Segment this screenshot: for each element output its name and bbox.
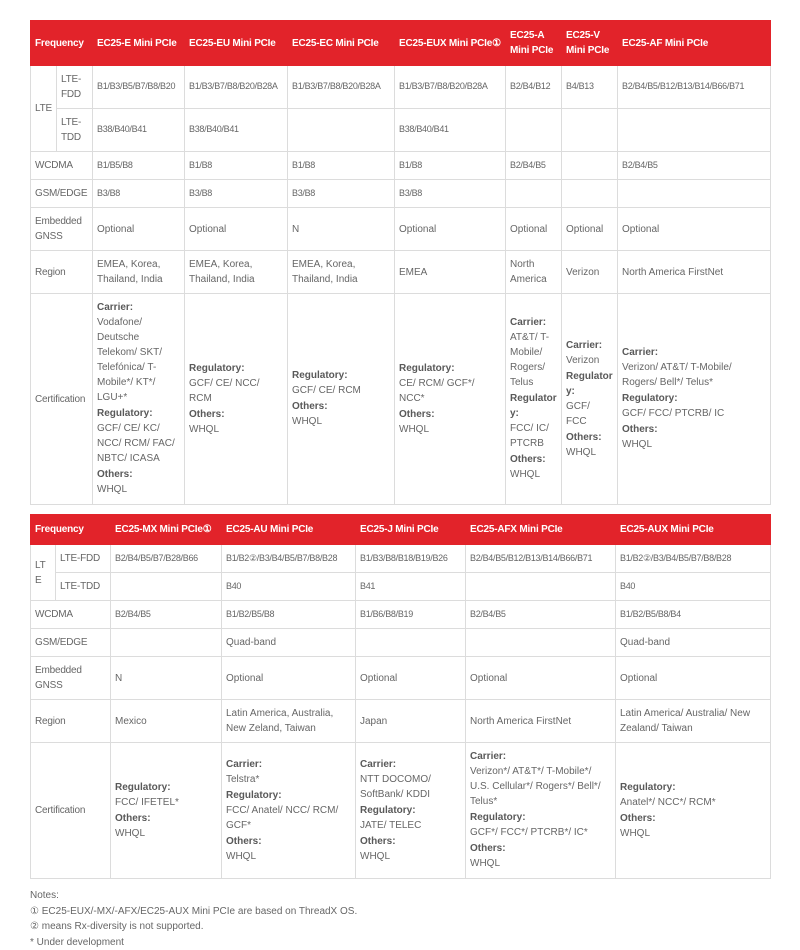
cell: B1/B3/B7/B8/B20/B28A xyxy=(395,66,506,109)
cert-label: Others: xyxy=(470,841,611,856)
row-wcdma xyxy=(31,152,771,180)
cell: EMEA xyxy=(395,251,506,294)
cell: B1/B5/B8 xyxy=(93,152,185,180)
row-label-wcdma: WCDMA xyxy=(31,601,111,629)
cell xyxy=(466,629,616,657)
cell xyxy=(618,180,771,208)
cert-value: AT&T/ T-Mobile/ Rogers/ Telus xyxy=(510,330,557,390)
cert-value: JATE/ TELEC xyxy=(360,818,461,833)
cert-label: Carrier: xyxy=(470,749,611,764)
cell: B38/B40/B41 xyxy=(185,109,288,152)
cert-label: Carrier: xyxy=(360,757,461,772)
notes xyxy=(30,888,770,950)
cell: B2/B4/B5/B7/B28/B66 xyxy=(111,545,222,573)
cell: North America FirstNet xyxy=(466,700,616,743)
cell: EMEA, Korea, Thailand, India xyxy=(93,251,185,294)
cell: Optional xyxy=(618,208,771,251)
cell xyxy=(562,109,618,152)
cert-value: GCF/ CE/ NCC/ RCM xyxy=(189,376,283,406)
cell xyxy=(506,109,562,152)
cert-value: WHQL xyxy=(566,445,613,460)
cert-label: Regulatory: xyxy=(360,803,461,818)
cell: EMEA, Korea, Thailand, India xyxy=(185,251,288,294)
cert-label: Others: xyxy=(189,407,283,422)
cell: Quad-band xyxy=(222,629,356,657)
cell: B38/B40/B41 xyxy=(93,109,185,152)
cell: B4/B13 xyxy=(562,66,618,109)
row-label-gsm-edge: GSM/EDGE xyxy=(31,180,93,208)
cell: Japan xyxy=(356,700,466,743)
note-line: ① EC25-EUX/-MX/-AFX/EC25-AUX Mini PCIe are based on ThreadX OS. xyxy=(30,904,770,920)
cell: Optional xyxy=(93,208,185,251)
cell: B3/B8 xyxy=(185,180,288,208)
cell xyxy=(466,573,616,601)
spec-table-top xyxy=(30,20,771,505)
cert-label: Regulatory: xyxy=(226,788,351,803)
column-header-ec25-au: EC25-AU Mini PCIe xyxy=(222,515,356,545)
row-label-region: Region xyxy=(31,700,111,743)
cert-label: Carrier: xyxy=(97,300,180,315)
cell: B2/B4/B5 xyxy=(111,601,222,629)
cert-value: FCC/ IC/ PTCRB xyxy=(510,421,557,451)
note-line: ② means Rx-diversity is not supported. xyxy=(30,919,770,935)
cell: Verizon xyxy=(562,251,618,294)
cert-label: Others: xyxy=(510,452,557,467)
cell: B3/B8 xyxy=(93,180,185,208)
cert-label: Regulatory: xyxy=(620,780,766,795)
row-label-lte: LTE xyxy=(31,545,56,601)
cell: North America xyxy=(506,251,562,294)
cert-value: WHQL xyxy=(97,482,180,497)
cert-value: WHQL xyxy=(470,856,611,871)
cert-value: WHQL xyxy=(622,437,766,452)
cell: Mexico xyxy=(111,700,222,743)
cell: B1/B3/B7/B8/B20/B28A xyxy=(288,66,395,109)
cell: B2/B4/B5 xyxy=(466,601,616,629)
cert-label: Carrier: xyxy=(510,315,557,330)
cell: B1/B8 xyxy=(288,152,395,180)
cert-value: GCF/ CE/ KC/ NCC/ RCM/ FAC/ NBTC/ ICASA xyxy=(97,421,180,466)
cert-label: Others: xyxy=(97,467,180,482)
row-label-lte-tdd: LTE-TDD xyxy=(57,109,93,152)
cert-value: Telstra* xyxy=(226,772,351,787)
cell: B38/B40/B41 xyxy=(395,109,506,152)
cell: B40 xyxy=(616,573,771,601)
row-label-lte-fdd: LTE-FDD xyxy=(57,66,93,109)
cell: B1/B2②/B3/B4/B5/B7/B8/B28 xyxy=(616,545,771,573)
cell xyxy=(562,152,618,180)
cert-value: NTT DOCOMO/ SoftBank/ KDDI xyxy=(360,772,461,802)
cert-label: Others: xyxy=(399,407,501,422)
column-header-ec25-eux: EC25-EUX Mini PCIe① xyxy=(395,21,506,66)
cert-cell xyxy=(616,743,771,879)
row-label-lte: LTE xyxy=(31,66,57,152)
cert-cell xyxy=(395,294,506,505)
row-lte-tdd xyxy=(31,573,771,601)
cert-value: WHQL xyxy=(115,826,217,841)
cert-value: GCF/ FCC xyxy=(566,399,613,429)
cert-cell xyxy=(562,294,618,505)
cell: North America FirstNet xyxy=(618,251,771,294)
row-label-lte-fdd: LTE-FDD xyxy=(56,545,111,573)
column-header-ec25-eu: EC25-EU Mini PCIe xyxy=(185,21,288,66)
cert-label: Regulatory: xyxy=(115,780,217,795)
row-label-region: Region xyxy=(31,251,93,294)
cell: B1/B3/B8/B18/B19/B26 xyxy=(356,545,466,573)
notes-title: Notes: xyxy=(30,888,770,904)
row-label-gnss: Embedded GNSS xyxy=(31,208,93,251)
cell xyxy=(562,180,618,208)
cell: B1/B8 xyxy=(395,152,506,180)
column-header-ec25-afx: EC25-AFX Mini PCIe xyxy=(466,515,616,545)
row-gnss xyxy=(31,657,771,700)
cell xyxy=(111,629,222,657)
cell: Optional xyxy=(356,657,466,700)
row-certification xyxy=(31,743,771,879)
cert-value: GCF/ CE/ RCM xyxy=(292,383,390,398)
row-region xyxy=(31,700,771,743)
cell: B41 xyxy=(356,573,466,601)
cell: B1/B2②/B3/B4/B5/B7/B8/B28 xyxy=(222,545,356,573)
cert-label: Others: xyxy=(226,834,351,849)
cell: Optional xyxy=(466,657,616,700)
row-gnss xyxy=(31,208,771,251)
frequency-header: Frequency xyxy=(31,515,111,545)
column-header-ec25-e: EC25-E Mini PCIe xyxy=(93,21,185,66)
cert-label: Regulatory: xyxy=(622,391,766,406)
cert-cell xyxy=(466,743,616,879)
row-certification xyxy=(31,294,771,505)
cell: B40 xyxy=(222,573,356,601)
cert-value: Verizon xyxy=(566,353,613,368)
cell: Latin America/ Australia/ New Zealand/ Taiwan xyxy=(616,700,771,743)
cell: Optional xyxy=(616,657,771,700)
cell xyxy=(356,629,466,657)
row-label-gnss: Embedded GNSS xyxy=(31,657,111,700)
cell: Optional xyxy=(395,208,506,251)
cert-label: Others: xyxy=(622,422,766,437)
cell: Optional xyxy=(185,208,288,251)
cert-value: FCC/ IFETEL* xyxy=(115,795,217,810)
cert-label: Regulatory: xyxy=(189,361,283,376)
cert-label: Regulatory: xyxy=(510,391,557,421)
cell: B1/B3/B5/B7/B8/B20 xyxy=(93,66,185,109)
cert-value: Verizon*/ AT&T*/ T-Mobile*/ U.S. Cellular*/ Rogers*/ Bell*/ Telus* xyxy=(470,764,611,809)
row-label-lte-tdd: LTE-TDD xyxy=(56,573,111,601)
cell: B1/B2/B5/B8/B4 xyxy=(616,601,771,629)
cert-value: Anatel*/ NCC*/ RCM* xyxy=(620,795,766,810)
cell xyxy=(111,573,222,601)
cert-label: Regulatory: xyxy=(97,406,180,421)
cert-value: WHQL xyxy=(189,422,283,437)
cert-label: Regulatory: xyxy=(566,369,613,399)
column-header-ec25-a: EC25-A Mini PCIe xyxy=(506,21,562,66)
cell: N xyxy=(288,208,395,251)
cert-cell xyxy=(111,743,222,879)
cell: Quad-band xyxy=(616,629,771,657)
column-header-ec25-af: EC25-AF Mini PCIe xyxy=(618,21,771,66)
cert-value: WHQL xyxy=(620,826,766,841)
cert-cell xyxy=(356,743,466,879)
row-wcdma xyxy=(31,601,771,629)
cell: N xyxy=(111,657,222,700)
cert-value: WHQL xyxy=(360,849,461,864)
cell: B1/B3/B7/B8/B20/B28A xyxy=(185,66,288,109)
cert-label: Carrier: xyxy=(566,338,613,353)
cert-label: Regulatory: xyxy=(470,810,611,825)
cert-value: WHQL xyxy=(292,414,390,429)
cert-value: GCF*/ FCC*/ PTCRB*/ IC* xyxy=(470,825,611,840)
cell xyxy=(288,109,395,152)
cell: B2/B4/B5 xyxy=(506,152,562,180)
spec-table-bottom xyxy=(30,514,771,879)
cert-label: Regulatory: xyxy=(292,368,390,383)
cell: B1/B2/B5/B8 xyxy=(222,601,356,629)
cell: Latin America, Australia, New Zeland, Taiwan xyxy=(222,700,356,743)
header-row xyxy=(31,515,771,545)
cert-label: Carrier: xyxy=(622,345,766,360)
cell: B3/B8 xyxy=(395,180,506,208)
cert-label: Others: xyxy=(115,811,217,826)
cell: B3/B8 xyxy=(288,180,395,208)
cert-value: Verizon/ AT&T/ T-Mobile/ Rogers/ Bell*/ Telus* xyxy=(622,360,766,390)
cert-cell xyxy=(185,294,288,505)
cert-label: Others: xyxy=(360,834,461,849)
column-header-ec25-ec: EC25-EC Mini PCIe xyxy=(288,21,395,66)
cert-cell xyxy=(288,294,395,505)
column-header-ec25-v: EC25-V Mini PCIe xyxy=(562,21,618,66)
cert-cell xyxy=(222,743,356,879)
cert-value: FCC/ Anatel/ NCC/ RCM/ GCF* xyxy=(226,803,351,833)
row-gsm-edge xyxy=(31,629,771,657)
note-line: * Under development xyxy=(30,935,770,950)
cert-value: WHQL xyxy=(510,467,557,482)
cert-value: Vodafone/ Deutsche Telekom/ SKT/ Telefónica/ T-Mobile*/ KT*/ LGU+* xyxy=(97,315,180,405)
column-header-ec25-mx: EC25-MX Mini PCIe① xyxy=(111,515,222,545)
cell xyxy=(618,109,771,152)
row-label-certification: Certification xyxy=(31,743,111,879)
row-lte-tdd xyxy=(31,109,771,152)
cell: B1/B8 xyxy=(185,152,288,180)
cell: Optional xyxy=(222,657,356,700)
cert-cell xyxy=(93,294,185,505)
cell: B2/B4/B5/B12/B13/B14/B66/B71 xyxy=(466,545,616,573)
cell xyxy=(506,180,562,208)
cell: Optional xyxy=(506,208,562,251)
cert-value: CE/ RCM/ GCF*/ NCC* xyxy=(399,376,501,406)
cell: Optional xyxy=(562,208,618,251)
row-lte-fdd xyxy=(31,66,771,109)
row-region xyxy=(31,251,771,294)
cell: EMEA, Korea, Thailand, India xyxy=(288,251,395,294)
row-label-gsm-edge: GSM/EDGE xyxy=(31,629,111,657)
cell: B1/B6/B8/B19 xyxy=(356,601,466,629)
cert-label: Carrier: xyxy=(226,757,351,772)
row-label-certification: Certification xyxy=(31,294,93,505)
cert-label: Regulatory: xyxy=(399,361,501,376)
cert-value: WHQL xyxy=(226,849,351,864)
cell: B2/B4/B12 xyxy=(506,66,562,109)
cert-cell xyxy=(618,294,771,505)
cert-label: Others: xyxy=(292,399,390,414)
frequency-header: Frequency xyxy=(31,21,93,66)
cert-value: WHQL xyxy=(399,422,501,437)
row-label-wcdma: WCDMA xyxy=(31,152,93,180)
column-header-ec25-aux: EC25-AUX Mini PCIe xyxy=(616,515,771,545)
cell: B2/B4/B5 xyxy=(618,152,771,180)
cert-label: Others: xyxy=(620,811,766,826)
row-lte-fdd xyxy=(31,545,771,573)
header-row xyxy=(31,21,771,66)
cell: B2/B4/B5/B12/B13/B14/B66/B71 xyxy=(618,66,771,109)
cert-value: GCF/ FCC/ PTCRB/ IC xyxy=(622,406,766,421)
row-gsm-edge xyxy=(31,180,771,208)
cert-cell xyxy=(506,294,562,505)
column-header-ec25-j: EC25-J Mini PCIe xyxy=(356,515,466,545)
cert-label: Others: xyxy=(566,430,613,445)
